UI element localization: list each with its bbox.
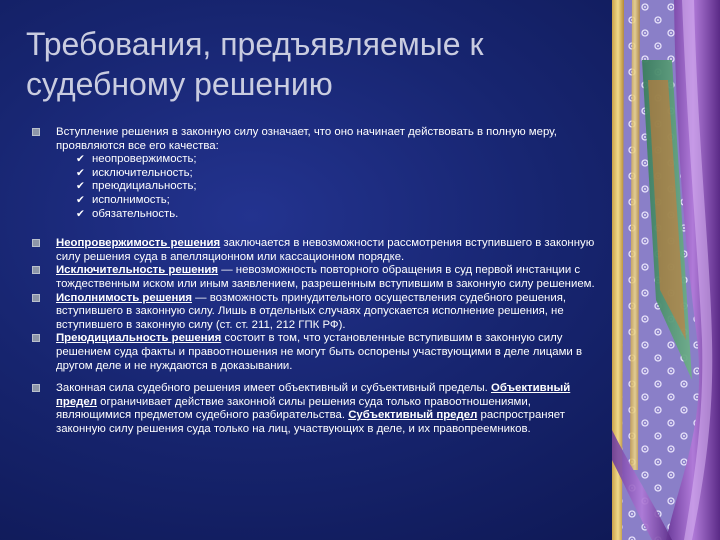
term: Субъективный предел (348, 409, 478, 422)
bullet-text: распространяет законную силу решения суда только на лиц, участвующих в деле, и их правопреемников. (56, 409, 565, 435)
list-item (30, 180, 596, 194)
bullet-square-icon (32, 266, 40, 274)
check-icon: ✔ (76, 180, 85, 193)
bullet-square-icon (32, 294, 40, 302)
list-item (30, 194, 596, 208)
bullet-square-icon (32, 128, 40, 136)
list-item (30, 167, 596, 181)
quality-text: обязательность. (92, 207, 179, 220)
slide-body (30, 126, 596, 436)
bullet-text: ограничивает действие законной силы решения суда только правоотношениями, являющимися предметом судебного разбирательства. (56, 395, 531, 422)
slide-title: Требования, предъявляемые к судебному решению (26, 26, 484, 102)
bullet-limits (30, 382, 596, 436)
bullet-prejudice (30, 332, 596, 373)
term: Исполнимость решения (56, 291, 193, 304)
bullet-text: Законная сила судебного решения имеет объективный и субъективный пределы. (56, 382, 491, 395)
bullet-text: состоит в том, что установленные вступившим в законную силу решением суда факты и правоотношения не могут быть оспорены участвующими в деле лицами в другом деле и не нуждаются в доказывании. (56, 332, 582, 372)
bullet-square-icon (32, 239, 40, 247)
term: Неопровержимость решения (56, 237, 221, 250)
bullet-text: — возможность принудительного осуществления судебного решения, вступившего в законную силу. Лишь в отдельных случаях допускается исполнение решения, не вступившего в законную силу (ст. ст. 211, 212 ГПК РФ). (56, 291, 567, 331)
term: Преюдициальность решения (56, 332, 222, 345)
quality-text: неопровержимость; (92, 153, 197, 166)
list-item (30, 208, 596, 222)
bullet-square-icon (32, 384, 40, 392)
check-icon: ✔ (76, 166, 85, 179)
quality-text: преюдициальность; (92, 180, 197, 193)
term: Исключительность решения (56, 264, 219, 277)
quality-text: исключительность; (92, 166, 193, 179)
bullet-text: заключается в невозможности рассмотрения вступившего в законную силу решения суда в апелляционном или кассационном порядке. (56, 237, 595, 263)
bullet-exclusivity (30, 264, 596, 291)
bullet-text: — невозможность повторного обращения в суд первой инстанции с тождественным иском или иным заявлением, разрешенным вступившим в законную силу решением. (56, 264, 595, 290)
bullet-square-icon (32, 334, 40, 342)
decorative-ornament (612, 0, 720, 540)
check-icon: ✔ (76, 207, 85, 220)
bullet-text: Вступление решения в законную силу означает, что оно начинает действовать в полную меру, проявляются все его качества: (56, 126, 557, 152)
bullet-enforceability (30, 292, 596, 333)
quality-text: исполнимость; (92, 193, 170, 206)
check-icon: ✔ (76, 153, 85, 166)
check-icon: ✔ (76, 193, 85, 206)
term: Объективный предел (56, 382, 571, 408)
bullet-irrefutability (30, 237, 596, 264)
bullet-entry-into-force (30, 126, 596, 153)
list-item (30, 153, 596, 167)
